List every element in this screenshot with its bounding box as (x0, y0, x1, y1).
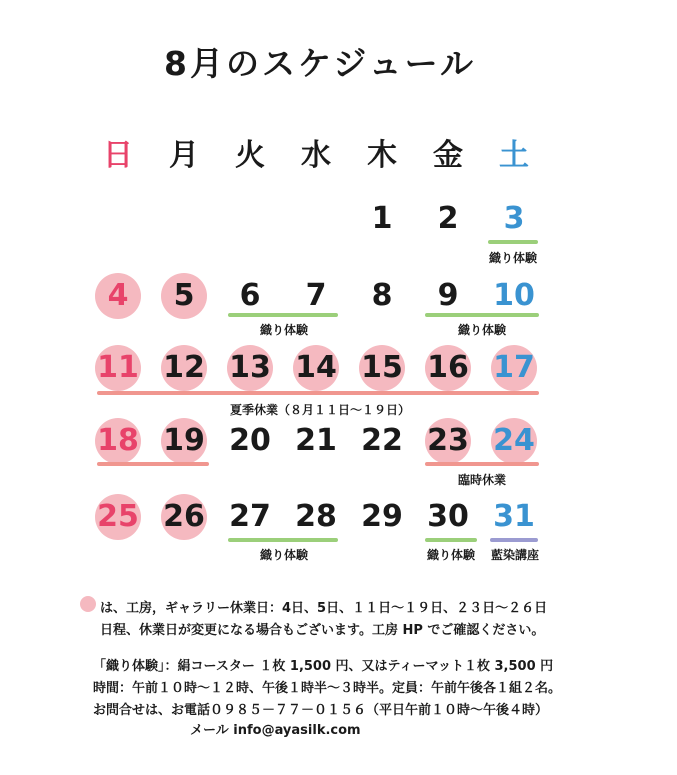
event-caption-w5-tue-wed: 織り体験 (259, 548, 308, 562)
note-email-contact: メール info@ayasilk.com (190, 723, 361, 738)
calendar-day-30: 30 (427, 499, 469, 534)
calendar-day-15: 15 (359, 345, 405, 391)
calendar-day-12: 12 (161, 345, 207, 391)
closed-day-legend-circle (80, 596, 96, 612)
calendar-day-5: 5 (161, 273, 207, 319)
event-underline-w4-fri-sat (425, 462, 539, 466)
weekday-label-1: 月 (169, 138, 199, 173)
event-caption-w5-sat: 藍染講座 (490, 548, 539, 562)
weekday-label-0: 日 (103, 138, 133, 173)
event-caption-w3-summer: 夏季休業（８月１１日～１９日） (229, 403, 410, 417)
weekday-label-2: 火 (235, 138, 265, 173)
note-schedule-change: 日程、休業日が変更になる場合もございます。工房 HP でご確認ください。 (100, 623, 545, 638)
event-underline-w2-fri-sat (425, 313, 539, 317)
event-underline-w1-sat (488, 240, 538, 244)
calendar-day-11: 11 (95, 345, 141, 391)
calendar-day-16: 16 (425, 345, 471, 391)
calendar-day-29: 29 (361, 499, 403, 534)
calendar-day-7: 7 (305, 278, 327, 313)
event-underline-w5-fri (425, 538, 477, 542)
calendar-day-26: 26 (161, 494, 207, 540)
calendar-day-31: 31 (493, 499, 535, 534)
weekday-label-3: 水 (301, 138, 331, 173)
calendar-day-8: 8 (371, 278, 393, 313)
calendar-day-21: 21 (295, 423, 337, 458)
calendar-day-2: 2 (437, 201, 459, 236)
calendar-day-27: 27 (229, 499, 271, 534)
calendar-day-6: 6 (239, 278, 261, 313)
event-underline-w5-sat (490, 538, 538, 542)
event-underline-w4-sun-mon (97, 462, 209, 466)
page-title: 8月のスケジュール (164, 44, 476, 83)
weekday-label-4: 木 (367, 138, 397, 173)
calendar-day-25: 25 (95, 494, 141, 540)
weekday-label-5: 金 (433, 138, 463, 173)
calendar-day-9: 9 (437, 278, 459, 313)
calendar-day-20: 20 (229, 423, 271, 458)
event-caption-w1-sat: 織り体験 (488, 251, 537, 265)
calendar-day-4: 4 (95, 273, 141, 319)
calendar-day-24: 24 (491, 418, 537, 464)
note-closed-days: は、工房，ギャラリー休業日：4日、5日、１１日～１９日、２３日～２６日 (100, 601, 548, 616)
event-underline-w3-summer (97, 391, 539, 395)
event-caption-w2-fri-sat: 織り体験 (457, 323, 506, 337)
weekday-label-6: 土 (499, 138, 529, 173)
calendar-day-1: 1 (371, 201, 393, 236)
calendar-day-23: 23 (425, 418, 471, 464)
event-caption-w5-fri: 織り体験 (426, 548, 475, 562)
event-underline-w5-tue-wed (228, 538, 338, 542)
calendar-day-28: 28 (295, 499, 337, 534)
note-weaving-price: 「織り体験」：絹コースター １枚 1,500 円、又はティーマット１枚 3,500 円 (93, 659, 554, 674)
calendar-day-19: 19 (161, 418, 207, 464)
calendar-day-13: 13 (227, 345, 273, 391)
calendar-day-14: 14 (293, 345, 339, 391)
calendar-day-18: 18 (95, 418, 141, 464)
event-caption-w4-fri-sat: 臨時休業 (457, 473, 506, 487)
event-underline-w2-tue-wed (228, 313, 338, 317)
note-phone-contact: お問合せは、お電話０９８５－７７－０１５６（平日午前１０時～午後４時） (93, 703, 549, 718)
calendar-day-22: 22 (361, 423, 403, 458)
note-hours-capacity: 時間：午前１０時～１２時、午後１時半～３時半。定員：午前午後各１組２名。 (93, 681, 562, 696)
calendar-day-17: 17 (491, 345, 537, 391)
calendar-day-10: 10 (493, 278, 535, 313)
calendar-day-3: 3 (503, 201, 525, 236)
event-caption-w2-tue-wed: 織り体験 (259, 323, 308, 337)
